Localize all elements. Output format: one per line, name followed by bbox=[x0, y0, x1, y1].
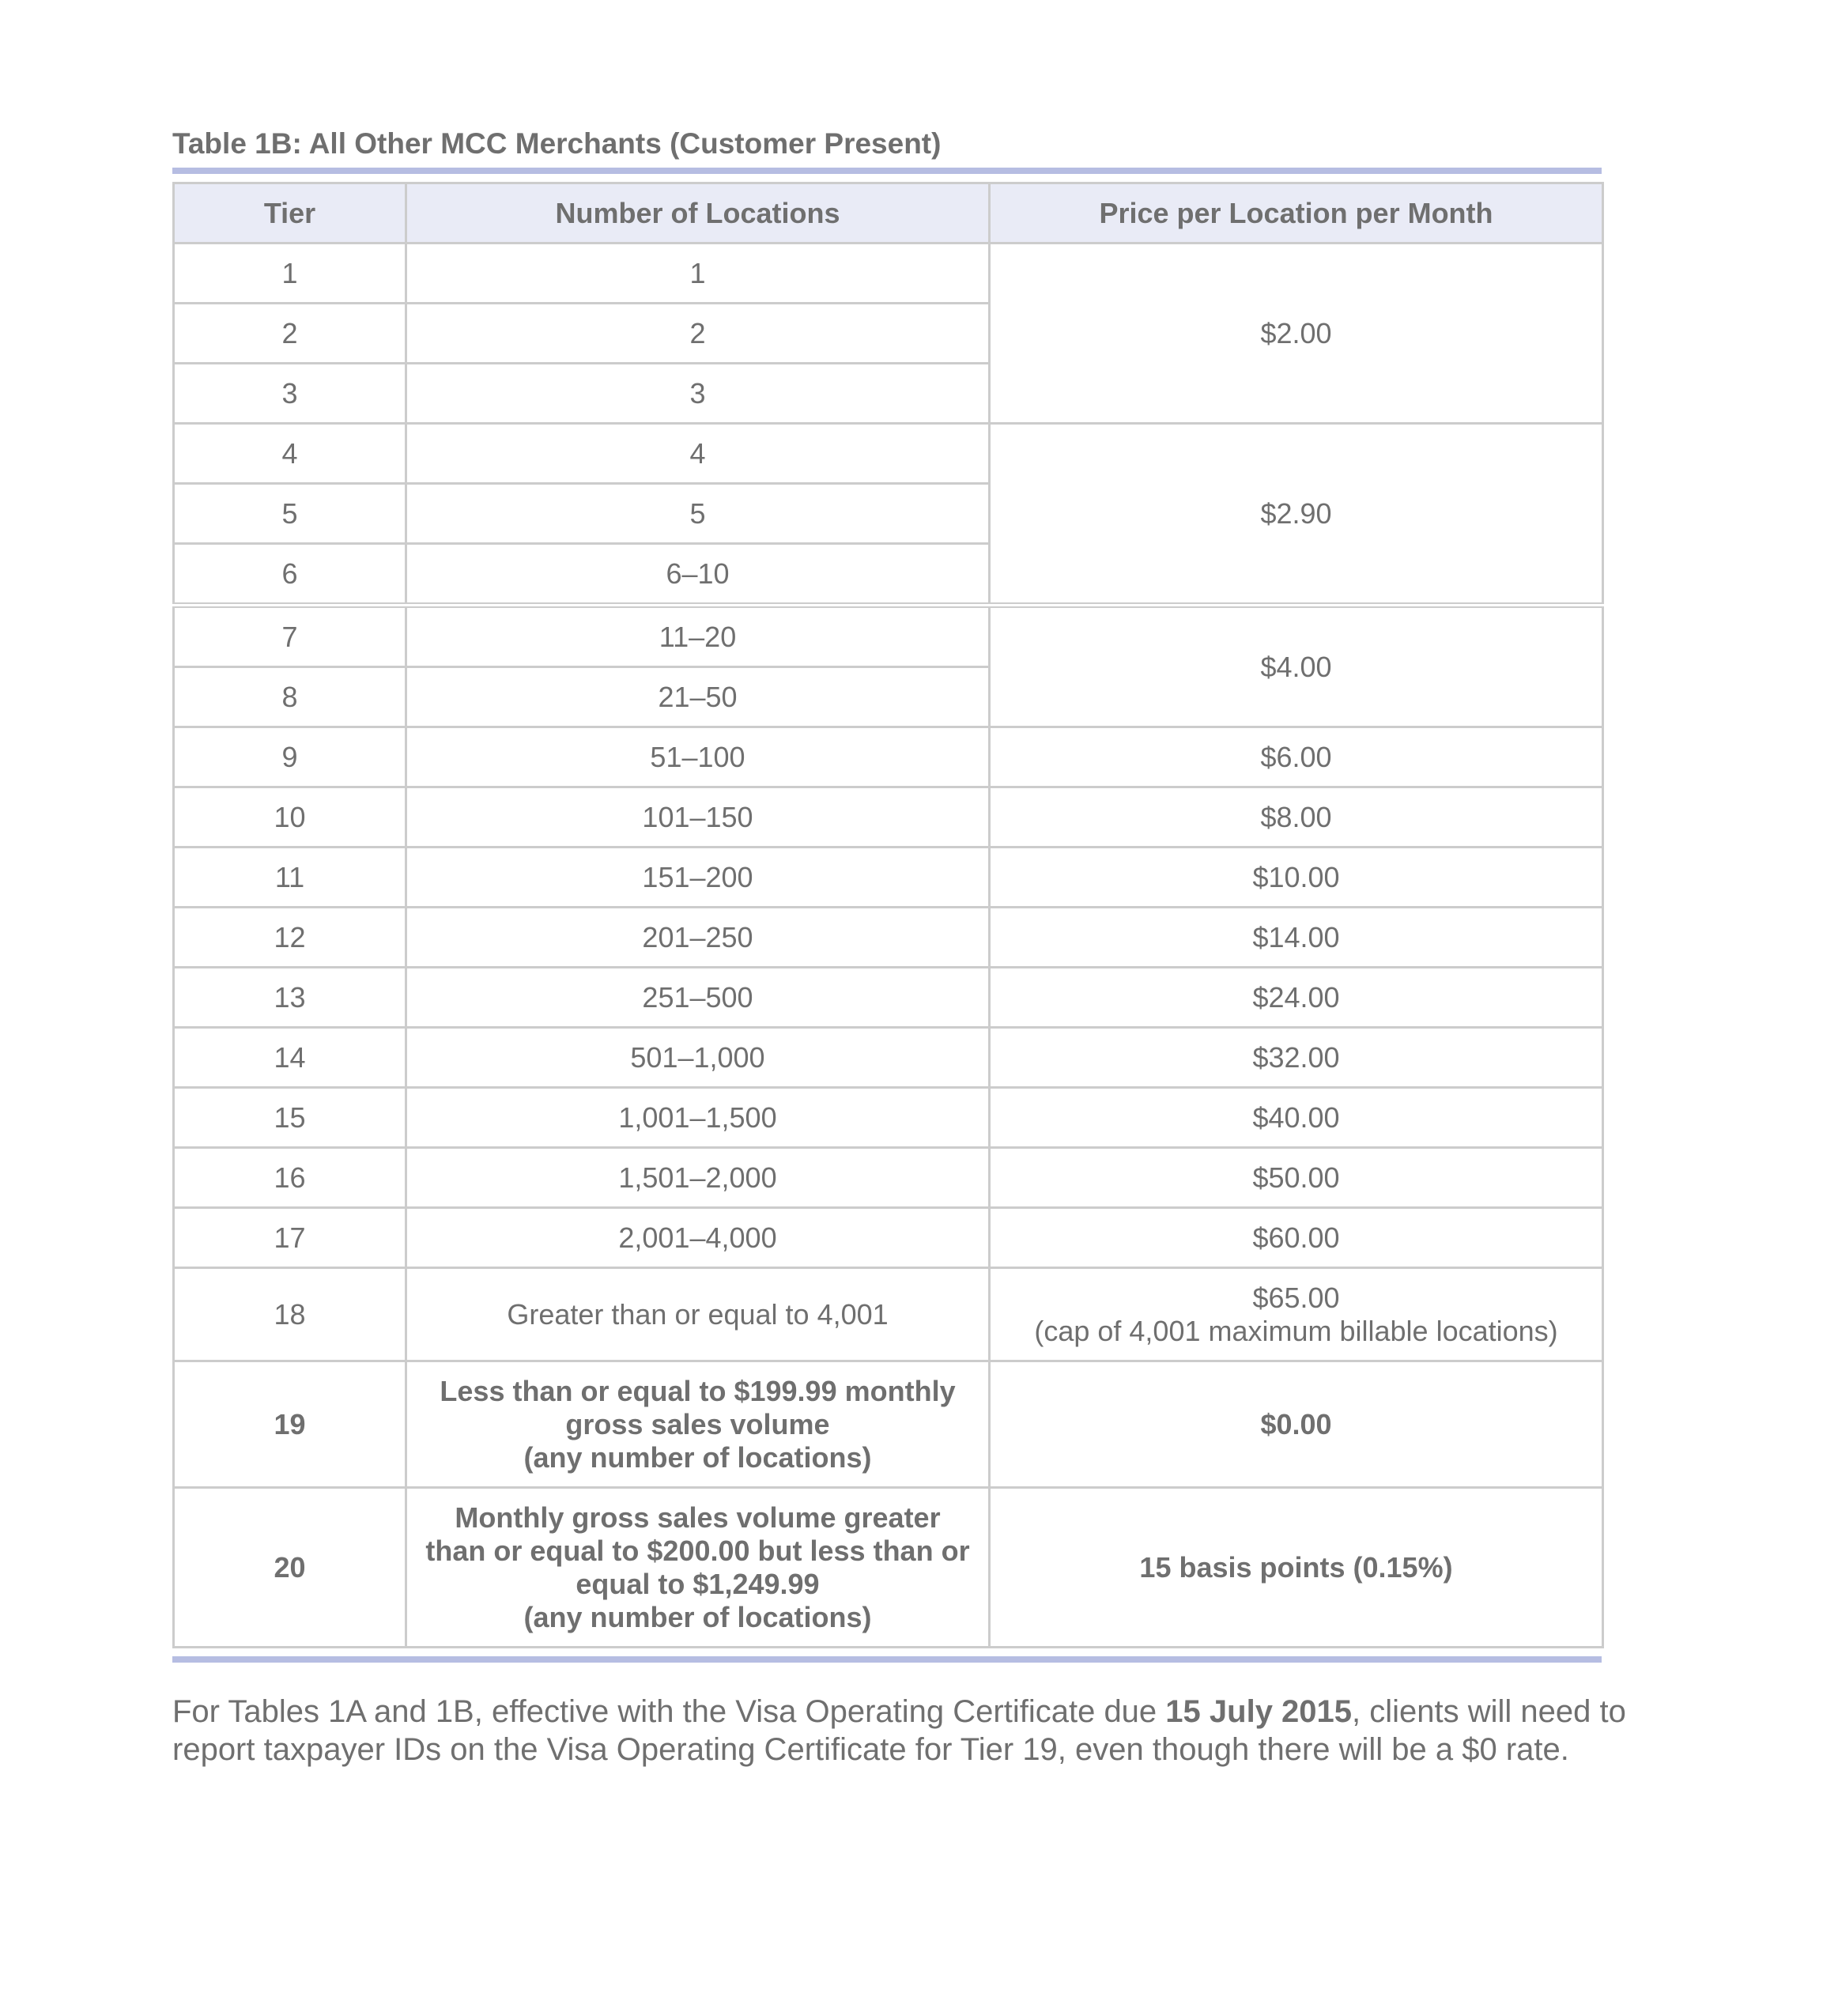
tier-cell: 19 bbox=[174, 1361, 406, 1488]
tier-cell: 6 bbox=[174, 544, 406, 606]
locations-line: Less than or equal to $199.99 monthly bbox=[440, 1374, 956, 1407]
table-row bbox=[174, 727, 1603, 787]
tier-cell: 12 bbox=[174, 908, 406, 968]
tier-cell: 20 bbox=[174, 1488, 406, 1648]
price-cell: $40.00 bbox=[990, 1088, 1603, 1148]
table-row bbox=[174, 908, 1603, 968]
locations-line: (any number of locations) bbox=[523, 1440, 872, 1474]
price-cell: $2.00 bbox=[990, 244, 1603, 424]
locations-cell: 2,001–4,000 bbox=[406, 1208, 990, 1268]
locations-cell: 21–50 bbox=[406, 667, 990, 727]
locations-line: gross sales volume bbox=[565, 1407, 830, 1440]
tier-cell: 13 bbox=[174, 968, 406, 1028]
tier-cell: 18 bbox=[174, 1268, 406, 1361]
locations-cell: 101–150 bbox=[406, 787, 990, 848]
tier-cell: 16 bbox=[174, 1148, 406, 1208]
table-row bbox=[174, 968, 1603, 1028]
locations-cell: 2 bbox=[406, 304, 990, 364]
pricing-table bbox=[172, 182, 1604, 1648]
table-bottom-rule bbox=[172, 1656, 1602, 1663]
tier-cell: 7 bbox=[174, 606, 406, 667]
table-row bbox=[174, 424, 1603, 484]
locations-cell bbox=[406, 1361, 990, 1488]
tier-cell: 4 bbox=[174, 424, 406, 484]
footnote-paragraph bbox=[172, 1693, 1674, 1769]
table-row bbox=[174, 1488, 1603, 1648]
price-value: $65.00 bbox=[1252, 1281, 1340, 1314]
price-cell: 15 basis points (0.15%) bbox=[990, 1488, 1603, 1648]
price-cell: $24.00 bbox=[990, 968, 1603, 1028]
price-cell: $4.00 bbox=[990, 606, 1603, 727]
table-row bbox=[174, 1361, 1603, 1488]
locations-cell: 1,001–1,500 bbox=[406, 1088, 990, 1148]
price-cell: $10.00 bbox=[990, 848, 1603, 908]
locations-cell: 6–10 bbox=[406, 544, 990, 606]
header-locations: Number of Locations bbox=[406, 183, 990, 244]
table-row bbox=[174, 1208, 1603, 1268]
locations-cell: 4 bbox=[406, 424, 990, 484]
price-cell: $32.00 bbox=[990, 1028, 1603, 1088]
locations-line: (any number of locations) bbox=[523, 1600, 872, 1633]
locations-cell: 1,501–2,000 bbox=[406, 1148, 990, 1208]
footnote-text: For Tables 1A and 1B, effective with the Visa Operating Certificate due bbox=[172, 1694, 1166, 1729]
tier-cell: 9 bbox=[174, 727, 406, 787]
tier-cell: 15 bbox=[174, 1088, 406, 1148]
price-cell: $60.00 bbox=[990, 1208, 1603, 1268]
price-cell: $14.00 bbox=[990, 908, 1603, 968]
table-title: Table 1B: All Other MCC Merchants (Customer Present) bbox=[172, 127, 942, 160]
tier-cell: 10 bbox=[174, 787, 406, 848]
price-cell: $2.90 bbox=[990, 424, 1603, 606]
locations-cell: 201–250 bbox=[406, 908, 990, 968]
locations-cell bbox=[406, 1488, 990, 1648]
tier-cell: 14 bbox=[174, 1028, 406, 1088]
price-cell: $0.00 bbox=[990, 1361, 1603, 1488]
table-row bbox=[174, 606, 1603, 667]
table-row bbox=[174, 848, 1603, 908]
table-header-row bbox=[174, 183, 1603, 244]
header-price: Price per Location per Month bbox=[990, 183, 1603, 244]
locations-cell: 1 bbox=[406, 244, 990, 304]
locations-cell: 11–20 bbox=[406, 606, 990, 667]
tier-cell: 1 bbox=[174, 244, 406, 304]
locations-cell: 5 bbox=[406, 484, 990, 544]
locations-line: equal to $1,249.99 bbox=[576, 1567, 820, 1600]
document-page bbox=[172, 123, 1626, 1769]
locations-cell: 151–200 bbox=[406, 848, 990, 908]
locations-cell: 3 bbox=[406, 364, 990, 424]
price-cell bbox=[990, 1268, 1603, 1361]
header-tier: Tier bbox=[174, 183, 406, 244]
table-row bbox=[174, 1268, 1603, 1361]
locations-cell: 251–500 bbox=[406, 968, 990, 1028]
price-cell: $6.00 bbox=[990, 727, 1603, 787]
price-cell: $8.00 bbox=[990, 787, 1603, 848]
table-row bbox=[174, 1028, 1603, 1088]
price-cell: $50.00 bbox=[990, 1148, 1603, 1208]
table-row bbox=[174, 1148, 1603, 1208]
locations-cell: 501–1,000 bbox=[406, 1028, 990, 1088]
tier-cell: 8 bbox=[174, 667, 406, 727]
locations-line: than or equal to $200.00 but less than or bbox=[425, 1534, 970, 1567]
footnote-text: , clients will need to bbox=[1352, 1694, 1626, 1729]
locations-line: Monthly gross sales volume greater bbox=[455, 1501, 941, 1534]
table-row bbox=[174, 244, 1603, 304]
tier-cell: 5 bbox=[174, 484, 406, 544]
footnote-text: report taxpayer IDs on the Visa Operating Certificate for Tier 19, even though there will be a $0 rate. bbox=[172, 1732, 1569, 1767]
locations-cell: Greater than or equal to 4,001 bbox=[406, 1268, 990, 1361]
tier-cell: 2 bbox=[174, 304, 406, 364]
footnote-date: 15 July 2015 bbox=[1165, 1694, 1353, 1729]
tier-cell: 3 bbox=[174, 364, 406, 424]
table-row bbox=[174, 787, 1603, 848]
tier-cell: 11 bbox=[174, 848, 406, 908]
tier-cell: 17 bbox=[174, 1208, 406, 1268]
table-top-rule bbox=[172, 168, 1602, 174]
table-row bbox=[174, 1088, 1603, 1148]
price-note: (cap of 4,001 maximum billable locations) bbox=[1034, 1314, 1558, 1347]
locations-cell: 51–100 bbox=[406, 727, 990, 787]
